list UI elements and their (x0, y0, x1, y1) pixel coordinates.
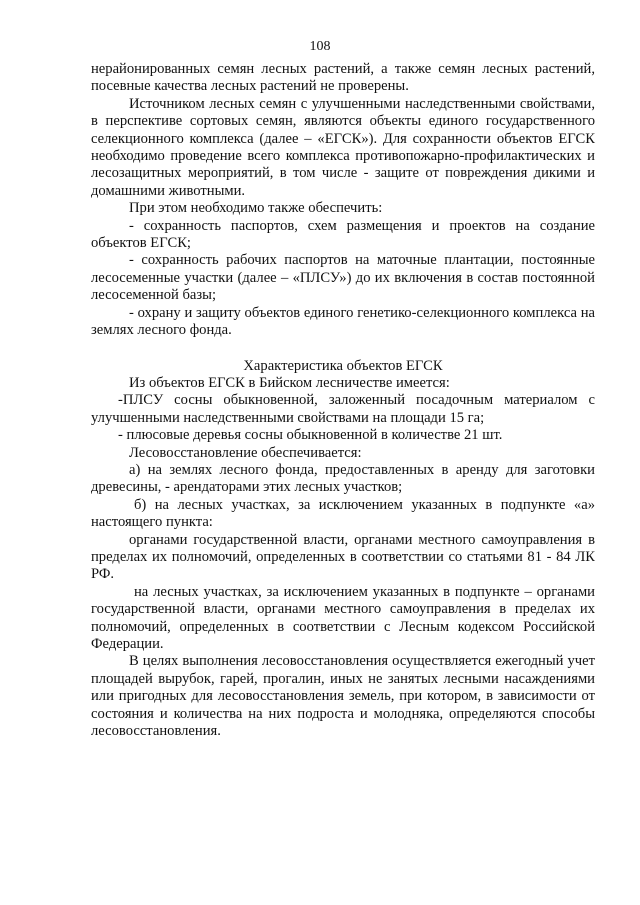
paragraph-continuation: нерайонированных семян лесных растений, а также семян лесных растений, посевные качества лесных растений не проверены. (91, 61, 595, 95)
page-number: 108 (309, 39, 331, 54)
list-item-plsu: -ПЛСУ сосны обыкновенной, заложенный посадочным материалом с улучшенными наследственными свойствами на площади 15 га; (91, 392, 595, 426)
document-body (91, 61, 595, 740)
list-item-plus-trees: - плюсовые деревья сосны обыкновенной в количестве 21 шт. (118, 427, 503, 444)
list-item-working-passports: - сохранность рабочих паспортов на маточные плантации, постоянные лесосеменные участки (далее – «ПЛСУ») до их включения в состав постоянной лесосеменной базы; (91, 252, 595, 304)
list-item-protection: - охрану и защиту объектов единого генетико-селекционного комплекса на землях лесного фонда. (91, 304, 595, 339)
paragraph-annual-accounting: В целях выполнения лесовосстановления осуществляется ежегодный учет площадей вырубок, гарей, прогалин, иных не занятых лесными насаждениями или пригодных для лесовосстановления земель, при котором, в зависимости от состояния и количества на них подроста и молодняка, определяются способы лесовосстановления. (91, 653, 595, 740)
paragraph-authorities: органами государственной власти, органами местного самоуправления в пределах их полномочий, определенных в соответствии со статьями 81 - 84 ЛК РФ. (91, 531, 595, 583)
paragraph-seed-sources: Источником лесных семян с улучшенными наследственными свойствами, в перспективе сортовых семян, являются объекты единого государственного селекционного комплекса (далее – «ЕГСК»). Для сохранности объектов ЕГСК необходимо проведение всего комплекса противопожарно-профилактических и лесозащитных мероприятий, в том числе - защите от повреждения дикими и домашними животными. (91, 95, 595, 199)
paragraph-forest-plots: на лесных участках, за исключением указанных в подпункте – органами государственной власти, органами местного самоуправления в пределах их полномочий, определенных в соответствии с Лесным кодексом Российской Федерации. (91, 583, 595, 652)
list-item-b: б) на лесных участках, за исключением указанных в подпункте «а» настоящего пункта: (91, 496, 595, 531)
section-heading: Характеристика объектов ЕГСК (243, 357, 443, 374)
list-item-a: а) на землях лесного фонда, предоставленных в аренду для заготовки древесины, - арендаторами этих лесных участков; (91, 461, 595, 496)
paragraph-egsk-objects: Из объектов ЕГСК в Бийском лесничестве имеется: (129, 374, 450, 391)
paragraph-requirements-intro: При этом необходимо также обеспечить: (129, 200, 383, 217)
list-item-passports: - сохранность паспортов, схем размещения и проектов на создание объектов ЕГСК; (91, 217, 595, 252)
paragraph-reforestation-intro: Лесовосстановление обеспечивается: (129, 444, 362, 461)
